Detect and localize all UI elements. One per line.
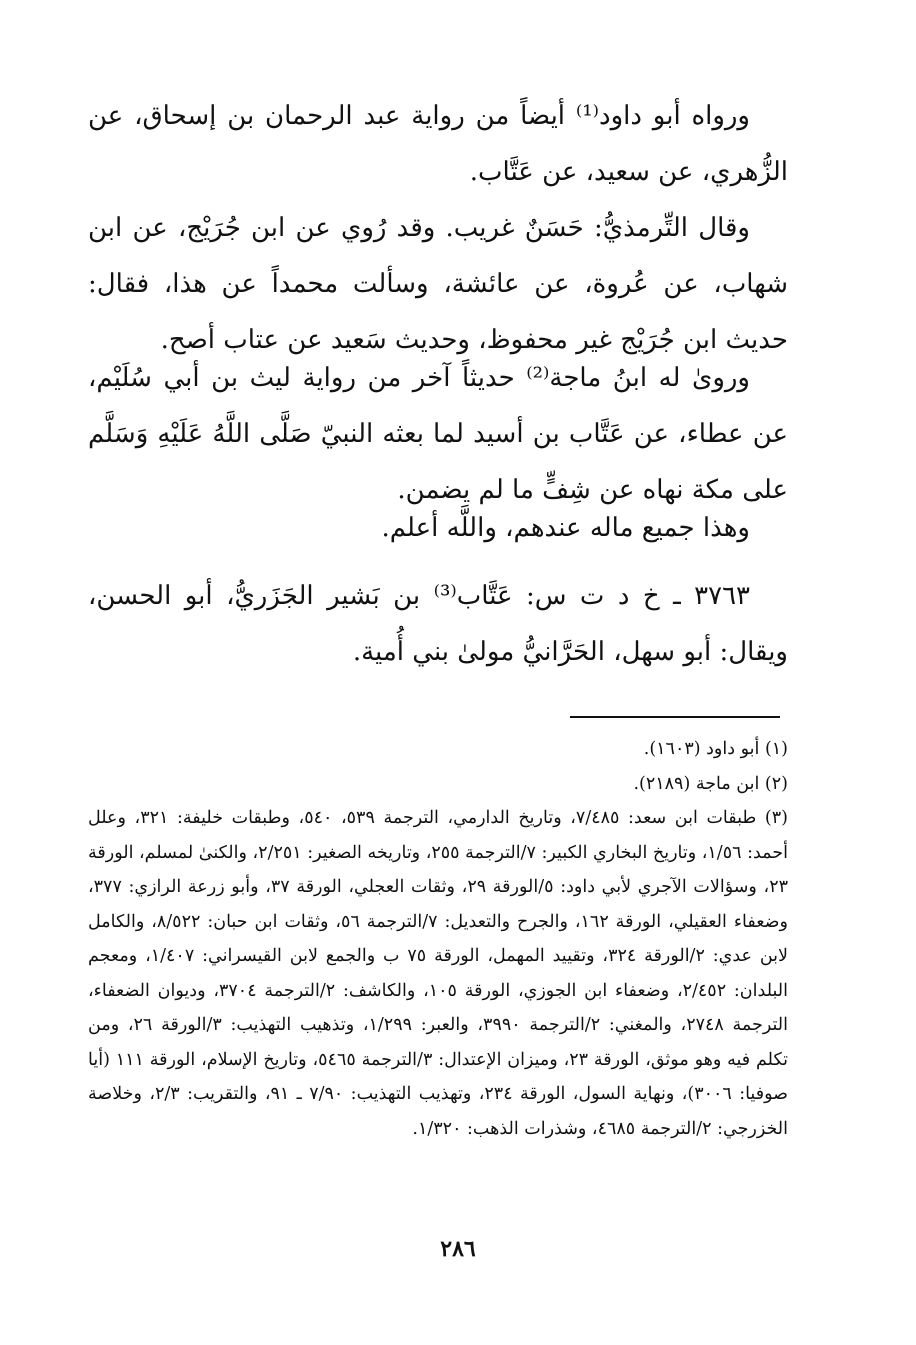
- main-text-block-1: [88, 88, 788, 200]
- paragraph-1: ورواه أبو داود⁽¹⁾ أيضاً من رواية عبد الرحمان بن إسحاق، عن الزُّهري، عن سعيد، عن عَتَّاب.: [88, 101, 788, 187]
- footnote-2: (٢) ابن ماجة (٢١٨٩).: [633, 773, 788, 794]
- main-text-block-4: [88, 500, 788, 556]
- footnote-3: (٣) طبقات ابن سعد: ٧/٤٨٥، وتاريخ الدارمي، الترجمة ٥٣٩، ٥٤٠، وطبقات خليفة: ٣٢١، وعلل أحمد: ١/٥٦، وتاريخ البخاري الكبير: ٧/الترجمة ٢٥٥، وتاريخه الصغير: ٢/٢٥١، والكنىٰ لمسلم، الورقة ٢٣، وسؤالات الآجري لأبي داود: ٥/الورقة ٢٩، وثقات العجلي، الورقة ٣٧، وأبو زرعة الرازي: ٣٧٧، وضعفاء العقيلي، الورقة ١٦٢، والجرح والتعديل: ٧/الترجمة ٥٦، وثقات ابن حبان: ٨/٥٢٢، والكامل لابن عدي: ٢/الورقة ٣٢٤، وتقييد المهمل، الورقة ٧٥ ب والجمع لابن القيسراني: ١/٤٠٧، ومعجم البلدان: ٢/٤٥٢، وضعفاء ابن الجوزي، الورقة ١٠٥، والكاشف: ٢/الترجمة ٣٧٠٤، وديوان الضعفاء، الترجمة ٢٧٤٨، والمغني: ٢/الترجمة ٣٩٩٠، والعبر: ١/٢٩٩، وتذهيب التهذيب: ٣/الورقة ٢٦، ومن تكلم فيه وهو موثق، الورقة ٢٣، وميزان الإعتدال: ٣/الترجمة ٥٤٦٥، وتاريخ الإسلام، الورقة ١١١ (أيا صوفيا: ٣٠٠٦)، ونهاية السول، الورقة ٢٣٤، وتهذيب التهذيب: ٧/٩٠ ـ ٩١، والتقريب: ٢/٣، وخلاصة الخزرجي: ٢/الترجمة ٤٦٨٥، وشذرات الذهب: ١/٣٢٠.: [88, 808, 789, 1139]
- paragraph-3: وروىٰ له ابنُ ماجة⁽²⁾ حديثاً آخر من رواية ليث بن أبي سُلَيْم، عن عطاء، عن عَتَّاب بن أسيد لما بعثه النبيّ صَلَّى اللَّهُ عَلَيْهِ وَسَلَّم على مكة نهاه عن شِفٍّ ما لم يضمن.: [88, 363, 788, 505]
- entry-heading-paragraph: ٣٧٦٣ ـ خ د ت س: عَتَّاب⁽³⁾ بن بَشير الجَزَريُّ، أبو الحسن، ويقال: أبو سهل، الحَرَّانيُّ مولىٰ بني أُمية.: [88, 581, 788, 667]
- footnotes: [88, 732, 788, 1146]
- footnote-divider: [570, 716, 780, 718]
- main-text-block-3: [88, 350, 788, 518]
- paragraph-4: وهذا جميع ماله عندهم، واللَّه أعلم.: [381, 513, 750, 543]
- main-text-block-5: [88, 568, 788, 680]
- page-number: ٢٨٦: [440, 1236, 476, 1262]
- footnote-1: (١) أبو داود (١٦٠٣).: [643, 739, 788, 759]
- paragraph-2: وقال التِّرمذيُّ: حَسَنٌ غريب. وقد رُوي عن ابن جُرَيْج، عن ابن شهاب، عن عُروة، عن عائشة، وسألت محمداً عن هذا، فقال: حديث ابن جُرَيْج غير محفوظ، وحديث سَعيد عن عتاب أصح.: [88, 213, 788, 355]
- main-text-block-2: [88, 200, 788, 368]
